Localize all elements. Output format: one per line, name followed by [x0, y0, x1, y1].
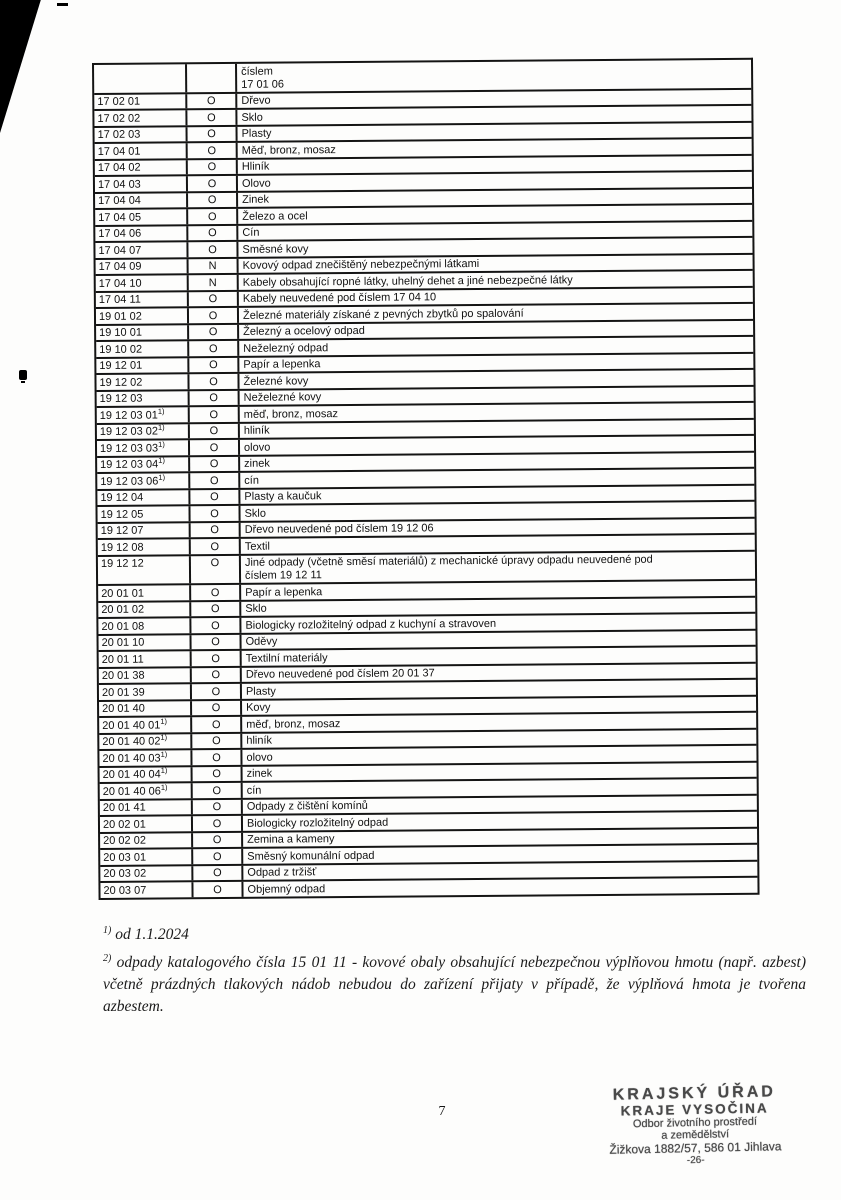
- waste-code-cell: 19 12 03 04$^{1)}$: [97, 457, 190, 472]
- waste-category-cell: O: [189, 324, 239, 339]
- waste-code-cell: 17 04 02: [95, 160, 188, 175]
- stamp-line-number: -26-: [686, 1154, 705, 1167]
- waste-category-cell: O: [188, 143, 238, 158]
- footnote-2: [103, 948, 806, 1018]
- waste-category-cell: N: [189, 275, 239, 290]
- waste-description-cell: Biologicky rozložitelný odpad z kuchyní a stravoven: [245, 617, 497, 632]
- waste-description-cell: Objemný odpad: [247, 882, 326, 896]
- waste-code-cell: 19 12 12: [98, 556, 191, 584]
- waste-description-cell: zinek: [244, 457, 270, 470]
- waste-category-cell: O: [193, 766, 243, 781]
- waste-category-cell: O: [192, 667, 242, 682]
- stamp-line-department2: a zemědělství: [661, 1128, 730, 1142]
- waste-description-cell: Zinek: [242, 193, 270, 206]
- waste-code-cell: 17 02 01: [94, 94, 187, 109]
- waste-code-cell: 20 03 02: [100, 866, 193, 881]
- waste-code-cell: 20 02 02: [100, 833, 193, 848]
- waste-category-cell: O: [190, 440, 240, 455]
- waste-code-cell: 17 04 05: [95, 209, 188, 224]
- waste-code-cell: 17 04 07: [95, 242, 188, 257]
- waste-code-cell: 20 01 40 02$^{1)}$: [99, 734, 192, 749]
- waste-category-cell: O: [189, 374, 239, 389]
- waste-description-cell: Kovy: [246, 701, 271, 714]
- waste-category-cell: O: [190, 456, 240, 471]
- footnote-1: [103, 920, 806, 946]
- waste-description-cell: Dřevo neuvedené pod číslem 20 01 37: [245, 667, 435, 681]
- waste-code-cell: 19 12 05: [97, 506, 190, 521]
- waste-description-cell: Neželezné kovy: [243, 391, 322, 404]
- waste-description-cell: Neželezný odpad: [243, 341, 329, 355]
- waste-category-cell: O: [192, 700, 242, 715]
- waste-code-cell: 20 01 40 01$^{1)}$: [99, 717, 192, 732]
- waste-code-cell: 19 01 02: [96, 308, 189, 323]
- waste-category-cell: O: [191, 634, 241, 649]
- waste-description-cell: Dřevo: [241, 94, 271, 107]
- waste-category-cell: O: [193, 832, 243, 847]
- waste-category-cell: O: [188, 126, 238, 141]
- waste-description-cell: Železný a ocelový odpad: [243, 324, 365, 338]
- stamp-line-region: KRAJE VYSOČINA: [620, 1100, 769, 1119]
- waste-code-cell: 20 01 10: [98, 635, 191, 650]
- waste-description-cell: měď, bronz, mosaz: [246, 717, 341, 731]
- waste-description-cell: měď, bronz, mosaz: [243, 407, 338, 421]
- waste-category-cell: O: [188, 209, 238, 224]
- footnote-2-marker: 2): [103, 953, 112, 965]
- scan-speck: [57, 3, 68, 6]
- waste-category-cell: O: [191, 618, 241, 633]
- waste-description-cell: Železo a ocel: [242, 209, 308, 223]
- waste-code-cell: 19 12 07: [98, 523, 191, 538]
- waste-category-cell: O: [187, 110, 237, 125]
- stamp-line-address: Žižkova 1882/57, 586 01 Jihlava: [609, 1139, 782, 1157]
- footnote-2-text: odpady katalogového čísla 15 01 11 - kovové obaly obsahující nebezpečnou výplňovou hmotu (např. azbest) včetně prázdných tlakových nádob nebudou do zařízení přijaty v případě, že výplňová hmota je tvořena azbestem.: [103, 954, 806, 1016]
- waste-code-cell: 20 01 40: [99, 701, 192, 716]
- waste-category-cell: O: [188, 192, 238, 207]
- waste-category-cell: O: [189, 291, 239, 306]
- waste-description-cell: Měď, bronz, mosaz: [241, 143, 336, 157]
- waste-description-cell: číslem 17 01 06: [241, 65, 285, 91]
- waste-code-cell: 20 02 01: [100, 816, 193, 831]
- scan-speck: [19, 370, 27, 380]
- waste-description-cell: Hliník: [241, 160, 270, 173]
- waste-code-cell: 19 12 03 03$^{1)}$: [97, 440, 190, 455]
- waste-code-cell: 17 02 03: [95, 127, 188, 142]
- waste-category-cell: O: [191, 601, 241, 616]
- waste-category-cell: O: [191, 555, 241, 583]
- stamp-line-department: Odbor životního prostředí: [632, 1115, 758, 1131]
- waste-code-cell: 17 04 06: [95, 226, 188, 241]
- waste-description-cell: Papír a lepenka: [243, 358, 321, 371]
- waste-code-cell: 20 01 40 06$^{1)}$: [100, 783, 193, 798]
- waste-description-cell: Textil: [244, 540, 270, 553]
- waste-description-cell: Olovo: [241, 177, 271, 190]
- waste-category-cell: O: [188, 159, 238, 174]
- waste-code-cell: 20 01 02: [98, 602, 191, 617]
- waste-category-cell: O: [192, 717, 242, 732]
- waste-category-cell: O: [192, 651, 242, 666]
- waste-description-cell: Směsné kovy: [242, 242, 309, 256]
- waste-code-cell: 19 12 03 01$^{1)}$: [97, 407, 190, 422]
- waste-description-cell: Železné kovy: [243, 374, 309, 388]
- waste-code-cell: 20 01 08: [98, 618, 191, 633]
- waste-category-cell: O: [191, 522, 241, 537]
- waste-category-cell: O: [192, 750, 242, 765]
- waste-code-cell: 19 12 03: [97, 391, 190, 406]
- waste-description-cell: Odpad z tržišť: [247, 866, 317, 879]
- waste-description-cell: Odpady z čištění komínů: [246, 799, 368, 813]
- waste-description-cell: cín: [244, 474, 260, 487]
- waste-category-cell: [187, 64, 237, 92]
- waste-code-cell: 19 12 02: [96, 374, 189, 389]
- waste-category-cell: O: [188, 176, 238, 191]
- waste-category-cell: O: [188, 242, 238, 257]
- waste-description-cell: Jiné odpady (včetně směsí materiálů) z mechanické úpravy odpadu neuvedené pod číslem 19 12 11: [244, 553, 653, 582]
- waste-description-cell: Oděvy: [245, 635, 278, 648]
- waste-description-cell: Plasty: [241, 127, 272, 140]
- waste-description-cell: Sklo: [245, 602, 267, 615]
- waste-description-cell: Kovový odpad znečištěný nebezpečnými látkami: [242, 257, 480, 272]
- waste-code-cell: 19 12 08: [98, 539, 191, 554]
- waste-category-cell: O: [190, 390, 240, 405]
- waste-code-cell: 19 12 03 02$^{1)}$: [97, 424, 190, 439]
- waste-description-cell: hliník: [243, 424, 270, 437]
- waste-code-cell: [94, 64, 187, 92]
- waste-description-cell: Kabely neuvedené pod číslem 17 04 10: [242, 291, 437, 305]
- waste-code-cell: 17 02 02: [94, 110, 187, 125]
- waste-description-cell: Směsný komunální odpad: [247, 849, 375, 863]
- stamp-line-authority: KRAJSKÝ ÚŘAD: [612, 1083, 777, 1104]
- waste-code-cell: 17 04 01: [95, 143, 188, 158]
- waste-description-cell: zinek: [246, 767, 273, 780]
- waste-description-cell: Textilní materiály: [245, 651, 328, 665]
- waste-description-cell: Sklo: [244, 507, 266, 520]
- waste-category-cell: O: [193, 816, 243, 831]
- waste-code-cell: 17 04 11: [96, 292, 189, 307]
- waste-code-cell: 20 01 40 03$^{1)}$: [99, 750, 192, 765]
- waste-category-cell: O: [193, 799, 243, 814]
- waste-description-cell: Kabely obsahující ropné látky, uhelný dehet a jiné nebezpečné látky: [242, 273, 573, 289]
- waste-description-cell: Zemina a kameny: [247, 833, 335, 846]
- waste-category-cell: O: [192, 684, 242, 699]
- waste-code-cell: 20 01 40 04$^{1)}$: [100, 767, 193, 782]
- waste-category-cell: O: [190, 423, 240, 438]
- waste-description-cell: hliník: [246, 734, 273, 747]
- waste-code-cell: 17 04 04: [95, 193, 188, 208]
- waste-code-cell: 17 04 10: [96, 275, 189, 290]
- waste-code-cell: 20 01 38: [99, 668, 192, 683]
- waste-description-cell: Dřevo neuvedené pod číslem 19 12 06: [244, 522, 434, 536]
- waste-category-cell: O: [190, 489, 240, 504]
- waste-description-cell: Plasty a kaučuk: [244, 490, 322, 503]
- footnote-1-marker: 1): [103, 925, 112, 936]
- waste-code-cell: 19 12 04: [97, 490, 190, 505]
- waste-category-cell: O: [189, 357, 239, 372]
- waste-category-cell: O: [189, 341, 239, 356]
- waste-description-cell: Cín: [242, 226, 260, 239]
- waste-category-cell: O: [193, 865, 243, 880]
- waste-category-cell: O: [191, 585, 241, 600]
- waste-category-cell: N: [189, 258, 239, 273]
- waste-code-cell: 19 12 03 06$^{1)}$: [97, 473, 190, 488]
- waste-code-cell: 19 10 02: [96, 341, 189, 356]
- waste-category-cell: O: [191, 539, 241, 554]
- waste-category-cell: O: [192, 733, 242, 748]
- waste-code-cell: 20 01 01: [98, 585, 191, 600]
- footnote-1-text: od 1.1.2024: [115, 926, 189, 944]
- waste-category-cell: O: [189, 308, 239, 323]
- waste-description-cell: cín: [246, 784, 262, 797]
- waste-description-cell: Papír a lepenka: [245, 585, 323, 599]
- waste-code-cell: 20 01 39: [99, 684, 192, 699]
- waste-description-cell: olovo: [243, 441, 271, 454]
- waste-code-cell: 20 01 11: [99, 651, 192, 666]
- footnotes: [103, 920, 806, 1020]
- waste-description-cell: Železné materiály získané z pevných zbytků po spalování: [242, 307, 524, 322]
- waste-description-cell: olovo: [246, 751, 273, 764]
- waste-category-cell: O: [193, 783, 243, 798]
- waste-code-cell: 20 01 41: [100, 800, 193, 815]
- waste-category-cell: O: [193, 882, 243, 897]
- waste-code-cell: 17 04 03: [95, 176, 188, 191]
- waste-category-cell: O: [188, 225, 238, 240]
- waste-description-cell: Biologicky rozložitelný odpad: [246, 816, 389, 830]
- waste-code-cell: 20 03 01: [100, 849, 193, 864]
- waste-description-cell: Plasty: [245, 685, 276, 698]
- authority-stamp: [559, 1082, 831, 1170]
- waste-code-cell: 17 04 09: [96, 259, 189, 274]
- waste-description-cell: Sklo: [241, 111, 263, 124]
- page-number: 7: [438, 1104, 446, 1119]
- waste-category-cell: O: [190, 506, 240, 521]
- waste-code-cell: 19 12 01: [96, 358, 189, 373]
- waste-catalog-table: [92, 58, 760, 900]
- waste-code-cell: 19 10 01: [96, 325, 189, 340]
- waste-category-cell: O: [187, 93, 237, 108]
- waste-category-cell: O: [190, 473, 240, 488]
- waste-category-cell: O: [193, 849, 243, 864]
- waste-code-cell: 20 03 07: [100, 882, 193, 897]
- waste-category-cell: O: [190, 407, 240, 422]
